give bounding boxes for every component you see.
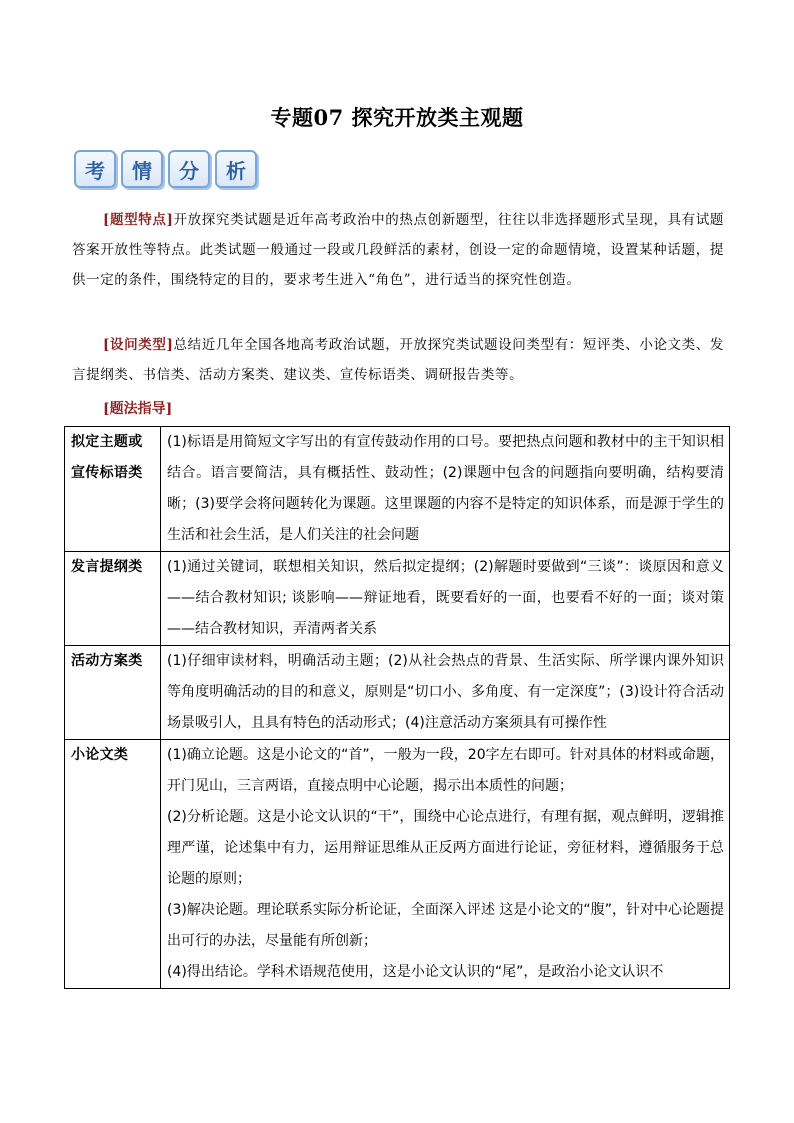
- section-badges: [74, 150, 257, 188]
- guide-heading: [题法指导]: [103, 401, 173, 417]
- description-cell: [161, 552, 730, 646]
- badge-fen: 分: [168, 150, 210, 188]
- question-types-text: 总结近几年全国各地高考政治试题，开放探究类试题设问类型有：短评类、小论文类、发言提纲类、书信类、活动方案类、建议类、宣传标语类、调研报告类等。: [72, 337, 725, 383]
- description-paragraph: (1)通过关键词，联想相关知识，然后拟定提纲；(2)解题时要做到“三谈”：谈原因和意义——结合教材知识; 谈影响——辩证地看，既要看好的一面，也要看不好的一面；谈对策——结合教材知识，弄清两者关系: [167, 559, 724, 637]
- category-cell: 活动方案类: [65, 646, 161, 740]
- question-types-paragraph: [72, 330, 724, 390]
- features-text: 开放探究类试题是近年高考政治中的热点创新题型，往往以非选择题形式呈现，具有试题答案开放性等特点。此类试题一般通过一段或几段鲜活的素材，创设一定的命题情境，设置某种话题，提供一定的条件，围绕特定的目的，要求考生进入“角色”，进行适当的探究性创造。: [72, 212, 725, 288]
- table-row: [65, 646, 730, 740]
- table-row: [65, 552, 730, 646]
- description-paragraph: (1)标语是用简短文字写出的有宣传鼓动作用的口号。要把热点问题和教材中的主干知识相结合。语言要简洁，具有概括性、鼓动性；(2)课题中包含的问题指向要明确，结构要清晰；(3)要学会将问题转化为课题。这里课题的内容不是特定的知识体系，而是源于学生的生活和社会生活，是人们关注的社会问题: [167, 434, 724, 543]
- description-cell: [161, 740, 730, 989]
- description-cell: [161, 646, 730, 740]
- description-cell: [161, 427, 730, 552]
- table-row: [65, 427, 730, 552]
- badge-qing: 情: [121, 150, 163, 188]
- table-row: [65, 740, 730, 989]
- category-cell: 小论文类: [65, 740, 161, 989]
- description-paragraph: (2)分析论题。这是小论文认识的“干”，围绕中心论点进行，有理有据，观点鲜明，逻辑推理严谨，论述集中有力，运用辩证思维从正反两方面进行论证，旁征材料，遵循服务于总论题的原则；: [167, 809, 724, 887]
- description-paragraph: (1)仔细审读材料，明确活动主题；(2)从社会热点的背景、生活实际、所学课内课外知识等角度明确活动的目的和意义，原则是“切口小、多角度、有一定深度”；(3)设计符合活动场景吸引人，且具有特色的活动形式；(4)注意活动方案须具有可操作性: [167, 653, 724, 731]
- guide-table: [64, 426, 730, 989]
- description-paragraph: (1)确立论题。这是小论文的“首”，一般为一段，20字左右即可。针对具体的材料或命题，开门见山，三言两语，直接点明中心论题，揭示出本质性的问题；: [167, 747, 724, 794]
- description-paragraph: (4)得出结论。学科术语规范使用，这是小论文认识的“尾”，是政治小论文认识不: [167, 964, 664, 980]
- features-paragraph: [72, 205, 724, 295]
- question-types-tag: [设问类型]: [103, 337, 174, 353]
- badge-kao: 考: [74, 150, 116, 188]
- category-cell: 发言提纲类: [65, 552, 161, 646]
- badge-xi: 析: [215, 150, 257, 188]
- description-paragraph: (3)解决论题。理论联系实际分析论证，全面深入评述 这是小论文的“腹”，针对中心论题提出可行的办法，尽量能有所创新；: [167, 902, 724, 949]
- category-cell: 拟定主题或宣传标语类: [65, 427, 161, 552]
- page-title: 专题07 探究开放类主观题: [270, 105, 524, 130]
- features-tag: [题型特点]: [103, 212, 174, 228]
